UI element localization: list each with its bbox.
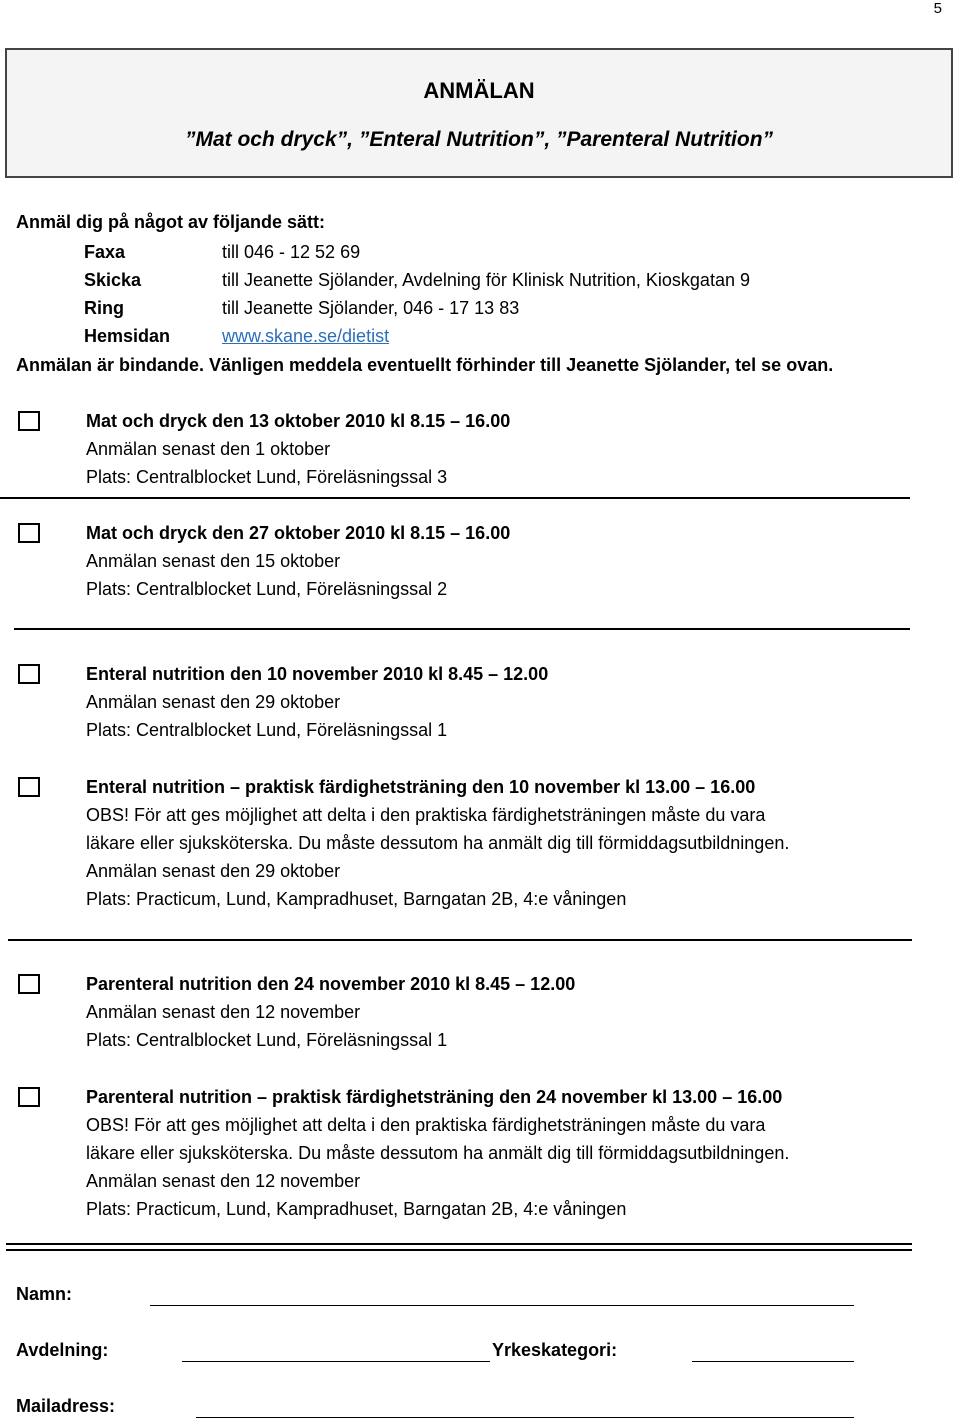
event-title-4: Enteral nutrition – praktisk färdighetsträning den 10 november kl 13.00 – 16.00 xyxy=(86,777,756,797)
event-line: läkare eller sjuksköterska. Du måste dessutom ha anmält dig till förmiddagsutbildningen. xyxy=(86,833,790,853)
name-label: Namn: xyxy=(16,1284,73,1304)
event-line: Anmälan senast den 29 oktober xyxy=(86,692,341,712)
event-line: Plats: Centralblocket Lund, Föreläsningssal 1 xyxy=(86,1030,448,1050)
divider xyxy=(14,628,910,630)
binding-note: Anmälan är bindande. Vänligen meddela eventuellt förhinder till Jeanette Sjölander, tel se ovan. xyxy=(16,355,834,375)
double-divider-bottom xyxy=(6,1249,912,1251)
event-line: Plats: Centralblocket Lund, Föreläsningssal 3 xyxy=(86,467,448,487)
event-title-1: Mat och dryck den 13 oktober 2010 kl 8.15 – 16.00 xyxy=(86,411,511,431)
method-label-website: Hemsidan xyxy=(84,326,171,346)
method-label-mail: Skicka xyxy=(84,270,142,290)
event-checkbox-1[interactable] xyxy=(18,411,40,431)
profession-label: Yrkeskategori: xyxy=(492,1340,618,1360)
event-line: OBS! För att ges möjlighet att delta i den praktiska färdighetsträningen måste du vara xyxy=(86,805,766,825)
divider xyxy=(8,939,912,941)
email-field[interactable] xyxy=(196,1417,854,1418)
double-divider-top xyxy=(6,1243,912,1245)
event-checkbox-2[interactable] xyxy=(18,523,40,543)
method-value-fax: till 046 - 12 52 69 xyxy=(222,242,361,262)
name-field[interactable] xyxy=(150,1305,854,1306)
event-line: Anmälan senast den 12 november xyxy=(86,1002,361,1022)
department-field[interactable] xyxy=(182,1361,490,1362)
event-checkbox-4[interactable] xyxy=(18,777,40,797)
event-line: Anmälan senast den 29 oktober xyxy=(86,861,341,881)
event-line: Plats: Practicum, Lund, Kampradhuset, Barngatan 2B, 4:e våningen xyxy=(86,889,627,909)
event-title-2: Mat och dryck den 27 oktober 2010 kl 8.15 – 16.00 xyxy=(86,523,511,543)
event-line: Plats: Centralblocket Lund, Föreläsningssal 1 xyxy=(86,720,448,740)
event-checkbox-3[interactable] xyxy=(18,664,40,684)
event-line: läkare eller sjuksköterska. Du måste dessutom ha anmält dig till förmiddagsutbildningen. xyxy=(86,1143,790,1163)
department-label: Avdelning: xyxy=(16,1340,109,1360)
divider xyxy=(0,497,910,499)
event-line: Anmälan senast den 1 oktober xyxy=(86,439,331,459)
method-label-fax: Faxa xyxy=(84,242,126,262)
method-value-phone: till Jeanette Sjölander, 046 - 17 13 83 xyxy=(222,298,520,318)
profession-field[interactable] xyxy=(692,1361,854,1362)
page-number: 5 xyxy=(933,0,942,17)
event-checkbox-6[interactable] xyxy=(18,1087,40,1107)
method-value-mail: till Jeanette Sjölander, Avdelning för Klinisk Nutrition, Kioskgatan 9 xyxy=(222,270,750,290)
event-line: Anmälan senast den 12 november xyxy=(86,1171,361,1191)
event-title-3: Enteral nutrition den 10 november 2010 kl 8.45 – 12.00 xyxy=(86,664,549,684)
website-link[interactable]: www.skane.se/dietist xyxy=(222,326,390,346)
event-title-6: Parenteral nutrition – praktisk färdighetsträning den 24 november kl 13.00 – 16.00 xyxy=(86,1087,783,1107)
event-line: Plats: Practicum, Lund, Kampradhuset, Barngatan 2B, 4:e våningen xyxy=(86,1199,627,1219)
header-box xyxy=(5,48,953,178)
event-title-5: Parenteral nutrition den 24 november 2010 kl 8.45 – 12.00 xyxy=(86,974,576,994)
page-subtitle: ”Mat och dryck”, ”Enteral Nutrition”, ”Parenteral Nutrition” xyxy=(184,128,774,151)
email-label: Mailadress: xyxy=(16,1396,116,1416)
event-line: Plats: Centralblocket Lund, Föreläsningssal 2 xyxy=(86,579,448,599)
intro-text: Anmäl dig på något av följande sätt: xyxy=(16,212,326,232)
method-label-phone: Ring xyxy=(84,298,124,318)
event-line: OBS! För att ges möjlighet att delta i den praktiska färdighetsträningen måste du vara xyxy=(86,1115,766,1135)
event-line: Anmälan senast den 15 oktober xyxy=(86,551,341,571)
page-title: ANMÄLAN xyxy=(423,78,535,103)
event-checkbox-5[interactable] xyxy=(18,974,40,994)
